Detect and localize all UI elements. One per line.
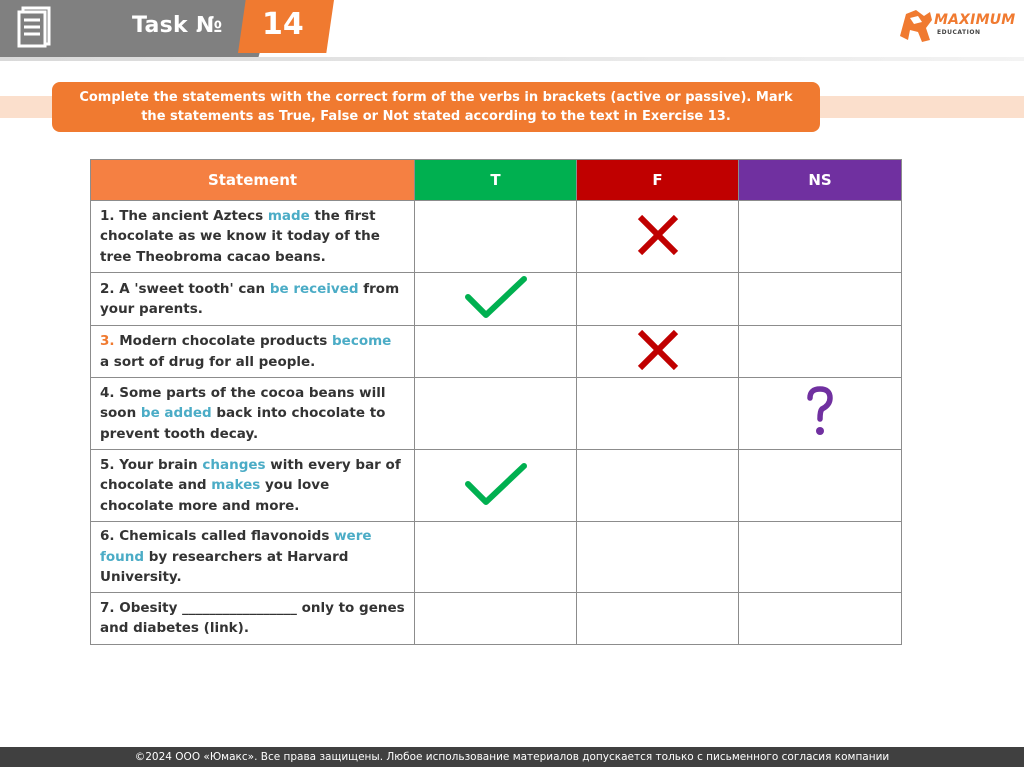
header-bar bbox=[0, 0, 1024, 57]
check-icon bbox=[464, 460, 528, 508]
answer-cell-f[interactable] bbox=[577, 273, 739, 326]
statement-text: from your parents. bbox=[100, 280, 400, 317]
statements-table bbox=[90, 159, 902, 645]
statement-text: 4. Some parts of the cocoa beans will soon bbox=[100, 384, 386, 422]
table-row bbox=[91, 522, 902, 593]
answer-cell-t[interactable] bbox=[415, 273, 577, 326]
task-label: Task № bbox=[132, 13, 223, 38]
banner-right-strip bbox=[820, 96, 1024, 118]
answer-cell-f[interactable] bbox=[577, 201, 739, 273]
answer-cell-f[interactable] bbox=[577, 326, 739, 378]
statement-number: 3. bbox=[100, 333, 115, 349]
answer-cell-t[interactable] bbox=[415, 450, 577, 522]
verb-form: be added bbox=[140, 405, 212, 422]
statement-cell bbox=[91, 522, 415, 593]
verb-form: were found bbox=[100, 528, 372, 565]
statement-cell bbox=[91, 201, 415, 273]
answer-cell-t[interactable] bbox=[415, 592, 577, 644]
statement-text: you love chocolate more and more. bbox=[100, 477, 330, 514]
verb-form: become bbox=[332, 333, 392, 349]
answer-cell-f[interactable] bbox=[577, 522, 739, 593]
document-icon bbox=[9, 6, 63, 48]
statement-text: Modern chocolate products bbox=[114, 333, 333, 349]
header-true: T bbox=[415, 160, 577, 201]
answer-cell-ns[interactable] bbox=[739, 450, 902, 522]
table-header-row bbox=[91, 160, 902, 201]
statement-cell bbox=[91, 378, 415, 450]
statement-text: a sort of drug for all people. bbox=[100, 353, 316, 370]
answer-cell-f[interactable] bbox=[577, 378, 739, 450]
table-row bbox=[91, 273, 902, 326]
answer-cell-ns[interactable] bbox=[739, 522, 902, 593]
task-number: 14 bbox=[262, 7, 304, 42]
table-row bbox=[91, 201, 902, 273]
banner-left-strip bbox=[0, 96, 52, 118]
answer-cell-ns[interactable] bbox=[739, 201, 902, 273]
answer-cell-ns[interactable] bbox=[739, 326, 902, 378]
answer-cell-t[interactable] bbox=[415, 378, 577, 450]
answer-cell-f[interactable] bbox=[577, 450, 739, 522]
table-row bbox=[91, 326, 902, 378]
verb-form: made bbox=[267, 207, 310, 224]
logo-subtitle: EDUCATION bbox=[937, 29, 981, 36]
statement-text: with every bar of chocolate and bbox=[100, 456, 401, 494]
verb-form: makes bbox=[211, 477, 261, 494]
answer-cell-t[interactable] bbox=[415, 201, 577, 273]
statement-text: 7. Obesity _________________ only to genes and diabetes (link). bbox=[100, 599, 405, 636]
statement-text: by researchers at Harvard University. bbox=[100, 548, 349, 585]
statement-text: 2. A 'sweet tooth' can bbox=[100, 280, 270, 297]
header-statement: Statement bbox=[91, 160, 415, 201]
statement-text: 6. Chemicals called flavonoids bbox=[100, 528, 335, 544]
copyright-footer: ©2024 ООО «Юмакс». Все права защищены. Любое использование материалов допускается только с письменного согласия компании bbox=[0, 747, 1024, 767]
table-row bbox=[91, 450, 902, 522]
answer-cell-ns[interactable] bbox=[739, 378, 902, 450]
statement-text: 1. The ancient Aztecs bbox=[100, 207, 268, 224]
statement-text: back into chocolate to prevent tooth decay. bbox=[100, 405, 386, 442]
header-false: F bbox=[577, 160, 739, 201]
statement-cell bbox=[91, 273, 415, 326]
verb-form: be received bbox=[269, 280, 359, 297]
statement-cell bbox=[91, 450, 415, 522]
statement-text: the first chocolate as we know it today of the tree Theobroma cacao beans. bbox=[100, 207, 380, 265]
cross-icon bbox=[636, 330, 680, 370]
table-row bbox=[91, 592, 902, 644]
verb-form: changes bbox=[202, 456, 266, 473]
header-not-stated: NS bbox=[739, 160, 902, 201]
answer-cell-f[interactable] bbox=[577, 592, 739, 644]
header-divider bbox=[0, 57, 1024, 61]
table-row bbox=[91, 378, 902, 450]
answer-cell-t[interactable] bbox=[415, 326, 577, 378]
check-icon bbox=[464, 273, 528, 321]
question-icon bbox=[806, 386, 834, 438]
logo-name: MAXIMUM bbox=[934, 12, 1016, 28]
statement-cell bbox=[91, 326, 415, 378]
cross-icon bbox=[636, 215, 680, 255]
answer-cell-ns[interactable] bbox=[739, 592, 902, 644]
answer-cell-ns[interactable] bbox=[739, 273, 902, 326]
instruction-banner: Complete the statements with the correct form of the verbs in brackets (active or passive). Mark the statements as True, False or Not stated according to the text in Exercise 13. bbox=[52, 82, 820, 132]
answer-cell-t[interactable] bbox=[415, 522, 577, 593]
statement-text: 5. Your brain bbox=[100, 456, 203, 473]
statement-cell bbox=[91, 592, 415, 644]
